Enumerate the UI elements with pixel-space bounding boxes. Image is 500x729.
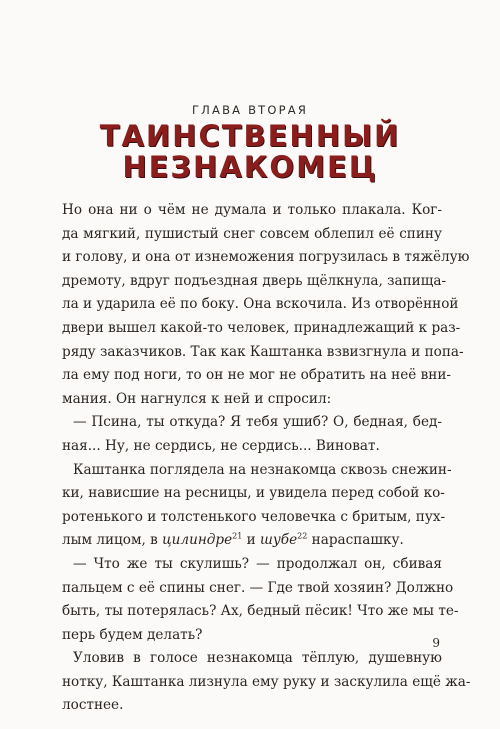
text-line: Каштанка поглядела на незнакомца сквозь снежин-: [73, 461, 452, 478]
text-line: перь будем делать?: [62, 626, 203, 643]
chapter-title-line-2: НЕЗНАКОМЕЦ: [122, 150, 378, 184]
text-line: и голову, и она от изнеможения погрузилась в тяжёлую: [62, 249, 470, 266]
text-line: Но она ни о чём не думала и только плакала. Ког-: [62, 202, 442, 218]
text-line: ротенького и толстенького человечка с бритым, пух-: [62, 508, 446, 525]
text-fragment: лым лицом, в: [62, 532, 163, 549]
text-line: двери вышел какой-то человек, принадлежащий к раз-: [62, 319, 461, 336]
text-line: ряду заказчиков. Так как Каштанка взвизгнула и попа-: [62, 343, 464, 360]
text-line: ная... Ну, не сердись, не сердись... Виноват.: [62, 437, 380, 454]
text-line: пальцем с её спины снег. — Где твой хозяин? Должно: [62, 579, 454, 596]
paragraph-5: [62, 647, 471, 718]
text-line-with-footnotes: [62, 529, 442, 553]
text-line: нотку, Каштанка лизнула ему руку и заскулила ещё жа-: [62, 673, 471, 690]
paragraph-4: [62, 553, 459, 647]
text-line: — Что же ты скулишь? — продолжал он, сбивая: [73, 555, 442, 572]
text-fragment: и: [242, 532, 261, 549]
body-text: [62, 199, 471, 718]
text-line: да мягкий, пушистый снег совсем облепил её спину: [62, 225, 442, 242]
footnote-ref: 22: [297, 531, 308, 541]
paragraph-3: [62, 459, 452, 553]
text-line: мания. Он нагнулся к ней и спросил:: [62, 390, 332, 407]
text-line: быть, ты потерялась? Ах, бедный пёсик! Что же мы те-: [62, 603, 459, 620]
page-number: 9: [432, 636, 440, 650]
text-line: дремоту, вдруг подъездная дверь щёлкнула, запища-: [62, 272, 447, 289]
paragraph-1: [62, 199, 470, 411]
text-line: Уловив в голосе незнакомца тёплую, душевную: [73, 650, 442, 667]
text-line: ла ему под ноги, то он не мог не обратить на неё вни-: [62, 367, 451, 384]
text-line: ла и ударила её по боку. Она вскочила. Из отворённой: [62, 296, 459, 313]
text-fragment: нараспашку.: [307, 532, 404, 549]
paragraph-2: [62, 411, 442, 458]
text-line: — Псина, ты откуда? Я тебя ушиб? О, бедная, бед-: [73, 414, 442, 431]
text-line: лостнее.: [62, 697, 124, 714]
italic-word: цилиндре: [162, 532, 233, 549]
text-line: ки, нависшие на ресницы, и увидела перед собой ко-: [62, 485, 445, 502]
chapter-label: ГЛАВА ВТОРАЯ: [191, 103, 309, 117]
footnote-ref: 21: [232, 531, 243, 541]
italic-word: шубе: [260, 532, 298, 549]
chapter-title-line-1: ТАИНСТВЕННЫЙ: [99, 119, 401, 153]
